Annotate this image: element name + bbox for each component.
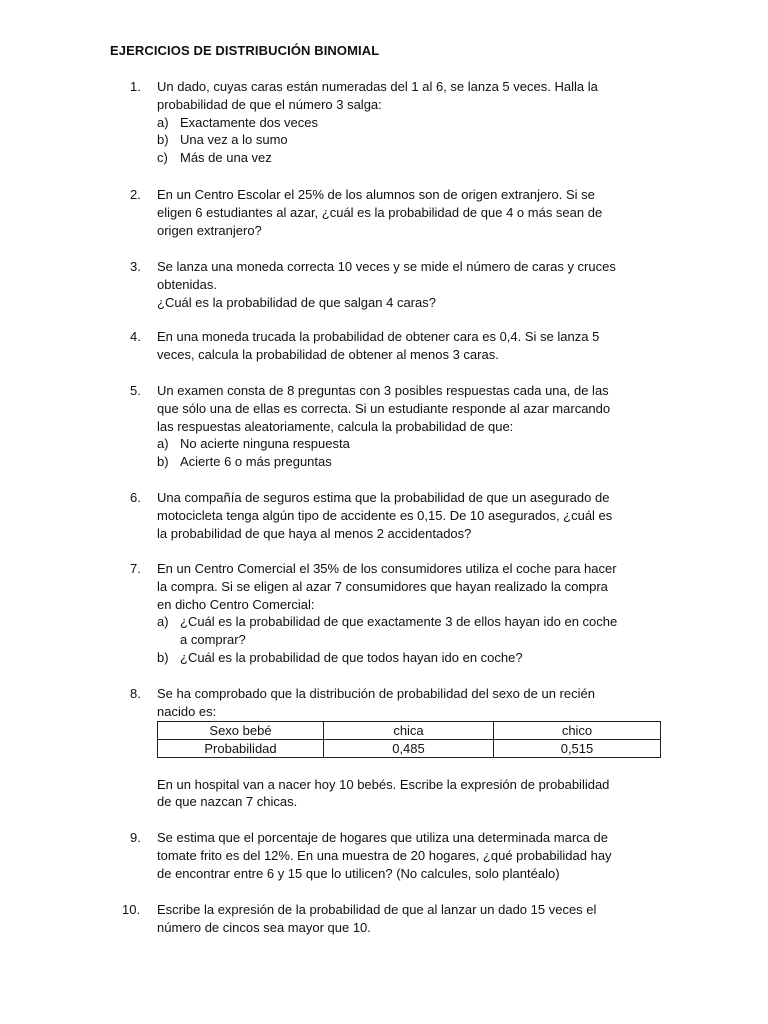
table-cell: chico (494, 721, 661, 739)
question-2 (110, 186, 670, 239)
question-text-line: origen extranjero? (157, 222, 262, 238)
question-4 (110, 328, 670, 364)
question-text-line: tomate frito es del 12%. En una muestra de 20 hogares, ¿qué probabilidad hay (157, 847, 612, 863)
question-8 (110, 685, 670, 811)
table-cell: chica (324, 721, 494, 739)
question-number: 8. (130, 686, 141, 701)
question-number: 10. (122, 902, 141, 917)
sub-question-letter: b) (157, 132, 169, 148)
probability-table (157, 721, 661, 758)
question-text-line: nacido es: (157, 703, 217, 719)
question-9 (110, 829, 670, 882)
question-text-line: que sólo una de ellas es correcta. Si un estudiante responde al azar marcando (157, 400, 611, 416)
sub-question-letter: a) (157, 436, 169, 452)
question-text-line: ¿Cuál es la probabilidad de que salgan 4 caras? (157, 294, 436, 310)
table-row (158, 739, 661, 757)
question-text-line: veces, calcula la probabilidad de obtener al menos 3 caras. (157, 346, 499, 362)
question-5 (110, 382, 670, 471)
question-3 (110, 258, 670, 311)
sub-question-text: Acierte 6 o más preguntas (180, 454, 332, 470)
question-text-line: Escribe la expresión de la probabilidad de que al lanzar un dado 15 veces el (157, 902, 597, 917)
table-cell: 0,515 (494, 739, 661, 757)
table-cell: 0,485 (324, 739, 494, 757)
sub-question-letter: a) (157, 114, 169, 130)
question-number: 3. (130, 259, 141, 274)
question-text-line: de encontrar entre 6 y 15 que lo utilicen? (No calcules, solo plantéalo) (157, 865, 560, 881)
sub-question (157, 435, 670, 453)
question-text-line: En una moneda trucada la probabilidad de obtener cara es 0,4. Si se lanza 5 (157, 329, 600, 344)
table-cell: Sexo bebé (158, 721, 324, 739)
sub-question (157, 649, 670, 667)
sub-question-text: ¿Cuál es la probabilidad de que exactamente 3 de ellos hayan ido en coche (180, 614, 618, 630)
sub-question-letter: c) (157, 150, 168, 166)
question-6 (110, 489, 670, 542)
question-number: 1. (130, 79, 141, 94)
question-number: 7. (130, 561, 141, 576)
question-number: 2. (130, 187, 141, 202)
question-text-line: probabilidad de que el número 3 salga: (157, 96, 382, 112)
question-text-line: en dicho Centro Comercial: (157, 596, 315, 612)
sub-question-letter: b) (157, 454, 169, 470)
sub-question-text: Exactamente dos veces (180, 114, 319, 130)
question-text-line: Un examen consta de 8 preguntas con 3 posibles respuestas cada una, de las (157, 383, 609, 398)
sub-question-letter: b) (157, 649, 169, 665)
sub-question (157, 131, 670, 149)
question-number: 5. (130, 383, 141, 398)
question-text-line: número de cincos sea mayor que 10. (157, 919, 371, 935)
question-text-line: las respuestas aleatoriamente, calcula la probabilidad de que: (157, 418, 514, 434)
question-7 (110, 560, 670, 667)
question-text-line: de que nazcan 7 chicas. (157, 794, 298, 810)
sub-question (157, 114, 670, 132)
question-text-line: En un hospital van a nacer hoy 10 bebés. Escribe la expresión de probabilidad (157, 776, 610, 792)
table-cell: Probabilidad (158, 739, 324, 757)
sub-question (157, 613, 670, 649)
question-text-line: Un dado, cuyas caras están numeradas del 1 al 6, se lanza 5 veces. Halla la (157, 79, 598, 94)
sub-question-text: a comprar? (180, 632, 246, 648)
sub-question-text: Más de una vez (180, 150, 272, 166)
question-text-line: la probabilidad de que haya al menos 2 accidentados? (157, 525, 472, 541)
page-title: EJERCICIOS DE DISTRIBUCIÓN BINOMIAL (110, 43, 380, 58)
table-header-row (158, 721, 661, 739)
sub-question-text: ¿Cuál es la probabilidad de que todos hayan ido en coche? (180, 649, 523, 665)
question-text-line: motocicleta tenga algún tipo de accidente es 0,15. De 10 asegurados, ¿cuál es (157, 507, 613, 523)
question-text-line: eligen 6 estudiantes al azar, ¿cuál es la probabilidad de que 4 o más sean de (157, 204, 603, 220)
question-text-line: obtenidas. (157, 276, 217, 292)
sub-question-letter: a) (157, 614, 169, 630)
question-text-line: Se estima que el porcentaje de hogares que utiliza una determinada marca de (157, 830, 608, 845)
question-text-line: En un Centro Escolar el 25% de los alumnos son de origen extranjero. Si se (157, 187, 595, 202)
spacer (157, 758, 670, 776)
question-text-line: Se ha comprobado que la distribución de probabilidad del sexo de un recién (157, 686, 595, 701)
question-10 (110, 901, 670, 937)
question-number: 4. (130, 329, 141, 344)
question-number: 6. (130, 490, 141, 505)
question-text-line: Una compañía de seguros estima que la probabilidad de que un asegurado de (157, 490, 610, 505)
sub-question-text: Una vez a lo sumo (180, 132, 288, 148)
sub-question (157, 453, 670, 471)
question-text-line: En un Centro Comercial el 35% de los consumidores utiliza el coche para hacer (157, 561, 617, 576)
question-text-line: la compra. Si se eligen al azar 7 consumidores que hayan realizado la compra (157, 578, 608, 594)
question-number: 9. (130, 830, 141, 845)
question-1 (110, 78, 670, 167)
question-text-line: Se lanza una moneda correcta 10 veces y se mide el número de caras y cruces (157, 259, 616, 274)
sub-question (157, 149, 670, 167)
sub-question-text: No acierte ninguna respuesta (180, 436, 350, 452)
